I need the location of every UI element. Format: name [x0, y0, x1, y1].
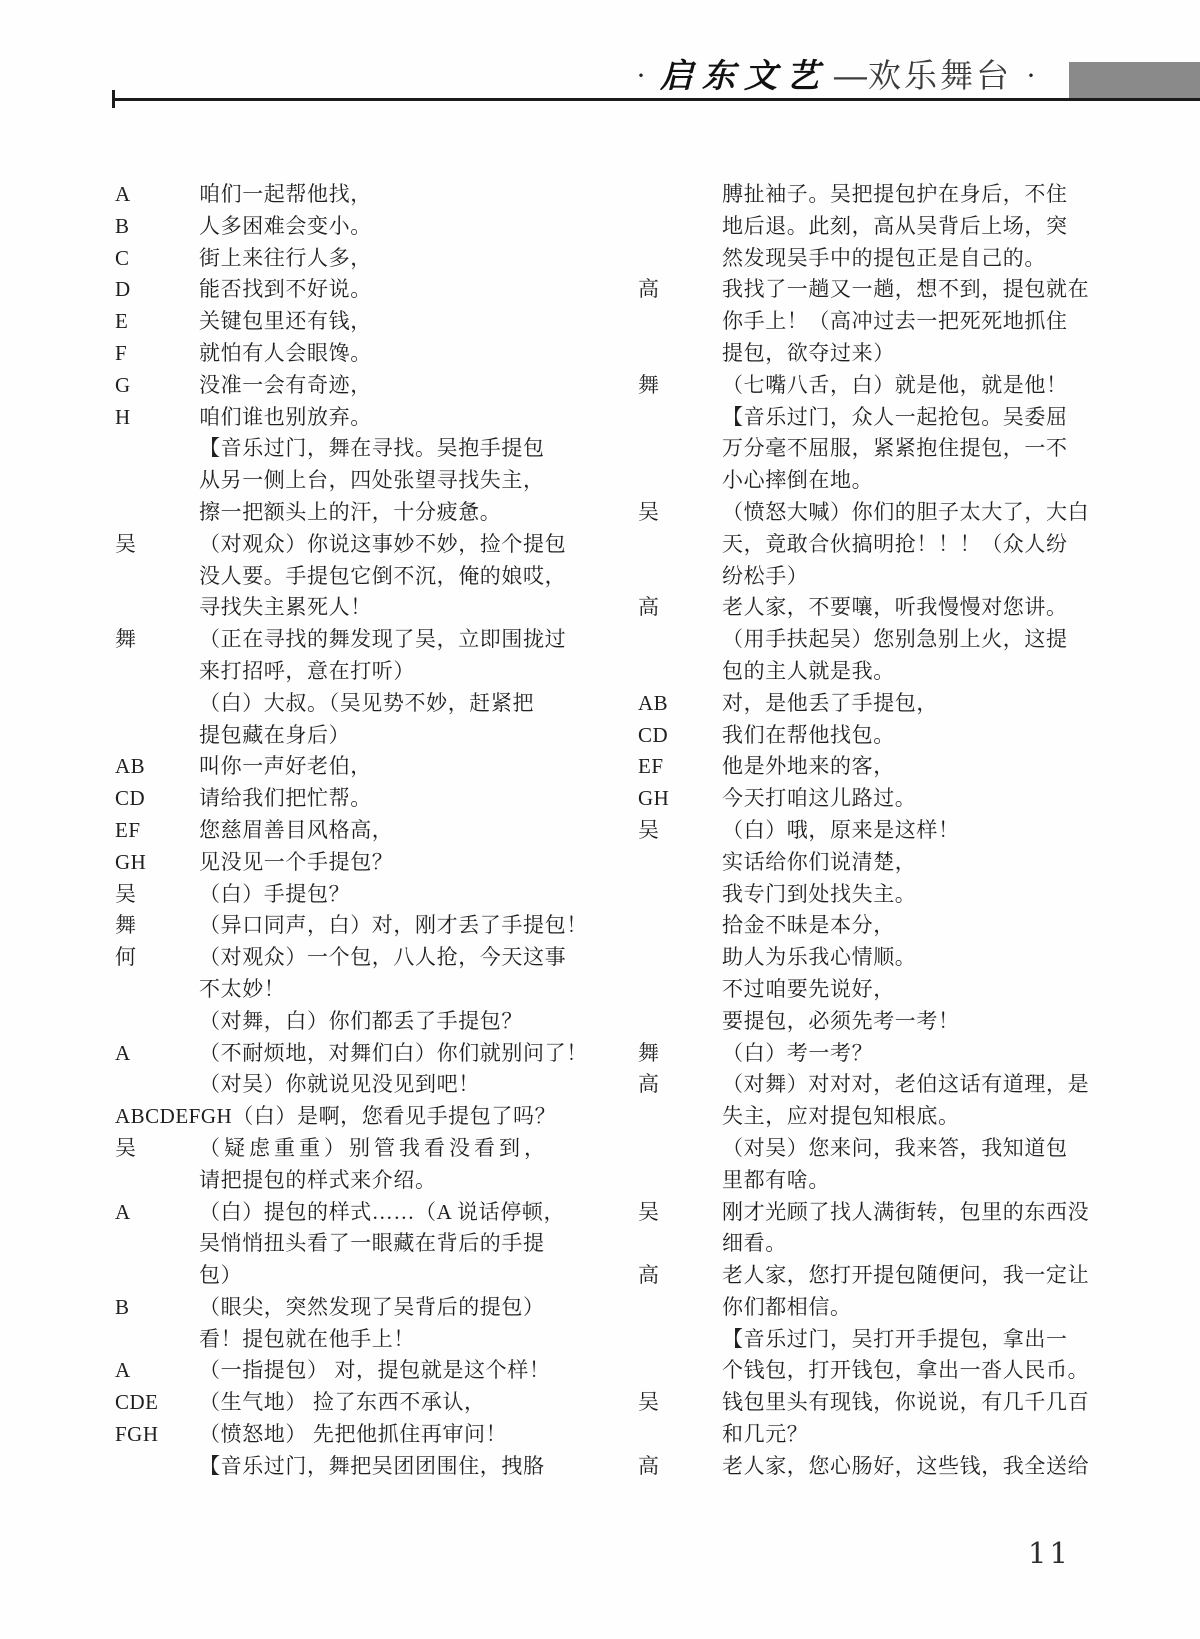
script-line — [112, 815, 567, 847]
dialogue-text: 纷松手） — [722, 563, 809, 588]
dialogue-text: 擦一把额头上的汗，十分疲惫。 — [199, 499, 502, 524]
script-line — [112, 1387, 567, 1419]
script-line — [635, 1260, 1090, 1292]
speaker-label: EF — [115, 817, 141, 842]
speaker-label: 吴 — [638, 817, 660, 842]
dialogue-text: 万分毫不屈服，紧紧抱住提包，一不 — [722, 436, 1068, 461]
script-line — [635, 783, 1090, 815]
script-line — [635, 1387, 1090, 1419]
script-column-right — [635, 179, 1090, 1483]
speaker-label: GH — [115, 849, 147, 874]
dialogue-text: 地后退。此刻，高从吴背后上场，突 — [722, 213, 1068, 238]
script-line — [635, 688, 1090, 720]
script-line — [112, 1324, 567, 1356]
script-line — [112, 942, 567, 974]
script-line — [635, 370, 1090, 402]
script-line — [112, 1228, 567, 1260]
dialogue-text: 没准一会有奇迹， — [199, 372, 372, 397]
script-line — [635, 974, 1090, 1006]
speaker-label: A — [115, 1040, 131, 1065]
speaker-label: 吴 — [115, 531, 137, 556]
header-accent-block — [1069, 62, 1200, 98]
running-head — [622, 56, 1050, 97]
script-line — [112, 688, 567, 720]
dialogue-text: （不耐烦地，对舞们白）你们就别问了！ — [199, 1040, 588, 1065]
script-line — [112, 847, 567, 879]
script-line — [112, 656, 567, 688]
dialogue-text: （一指提包） 对，提包就是这个样！ — [199, 1358, 551, 1383]
script-line — [112, 306, 567, 338]
script-line — [635, 624, 1090, 656]
dialogue-text: 看！提包就在他手上！ — [199, 1326, 415, 1351]
speaker-label: CD — [115, 786, 146, 811]
speaker-label: A — [115, 1199, 131, 1224]
speaker-label: AB — [638, 690, 669, 715]
script-line — [112, 561, 567, 593]
dialogue-text: 见没见一个手提包？ — [199, 849, 394, 874]
speaker-label: 高 — [638, 1072, 660, 1097]
speaker-label: EF — [638, 754, 664, 779]
dialogue-text: （疑虑重重）别管我看没看到， — [199, 1135, 549, 1160]
script-line — [635, 1292, 1090, 1324]
speaker-label: 何 — [115, 945, 137, 970]
script-line — [112, 1069, 567, 1101]
script-line — [635, 1197, 1090, 1229]
dialogue-text: 咱们一起帮他找， — [199, 182, 372, 206]
speaker-label: E — [115, 309, 129, 334]
script-line — [635, 815, 1090, 847]
script-line — [635, 879, 1090, 911]
dialogue-text: （对观众）你说这事妙不妙，捡个提包 — [199, 531, 567, 556]
script-line — [112, 1165, 567, 1197]
dialogue-text: 包） — [199, 1263, 243, 1288]
dialogue-text: 【音乐过门，众人一起抢包。吴委屈 — [722, 404, 1068, 429]
dialogue-text: （白）提包的样式……（A 说话停顿， — [199, 1199, 566, 1224]
script-line — [635, 910, 1090, 942]
script-line — [112, 433, 567, 465]
running-head-brand: 启东文艺 — [660, 59, 828, 95]
dialogue-text: 寻找失主累死人！ — [199, 595, 372, 620]
dialogue-text: 提包藏在身后） — [199, 722, 351, 747]
dialogue-text: （白）哦，原来是这样！ — [722, 817, 960, 842]
dialogue-text: 然发现吴手中的提包正是自己的。 — [722, 245, 1046, 270]
script-line — [635, 1228, 1090, 1260]
script-line — [635, 211, 1090, 243]
script-line — [635, 847, 1090, 879]
dialogue-text: （对舞）对对对，老伯这话有道理，是 — [722, 1072, 1090, 1097]
dialogue-text: 实话给你们说清楚， — [722, 849, 917, 874]
dialogue-text: 拾金不昧是本分， — [722, 913, 895, 938]
script-line — [635, 274, 1090, 306]
dialogue-text: 我专门到处找失主。 — [722, 881, 917, 906]
script-line — [635, 1101, 1090, 1133]
script-line — [112, 1101, 567, 1133]
script-line — [635, 433, 1090, 465]
speaker-label: 吴 — [638, 1199, 660, 1224]
script-line — [635, 465, 1090, 497]
script-line — [635, 529, 1090, 561]
speaker-label: 吴 — [638, 1390, 660, 1415]
dialogue-text: 没人要。手提包它倒不沉，俺的娘哎， — [199, 563, 567, 588]
speaker-label: 舞 — [638, 1040, 660, 1065]
speaker-label: 高 — [638, 595, 660, 620]
script-line — [635, 942, 1090, 974]
dialogue-text: 您慈眉善目风格高， — [199, 817, 394, 842]
script-column-left — [112, 179, 588, 1483]
script-line — [635, 1133, 1090, 1165]
script-line — [112, 720, 567, 752]
dialogue-text: 钱包里头有现钱，你说说，有几千几百 — [722, 1390, 1090, 1415]
dialogue-text: 天，竟敢合伙搞明抢！！！（众人纷 — [722, 531, 1068, 556]
dialogue-text: （眼尖，突然发现了吴背后的提包） — [199, 1294, 545, 1319]
script-line — [635, 1038, 1090, 1070]
dialogue-text: 提包，欲夺过来） — [722, 340, 895, 365]
dialogue-text: （愤怒大喊）你们的胆子太大了，大白 — [722, 499, 1090, 524]
speaker-label: 舞 — [115, 913, 137, 938]
dialogue-text: （对吴）你就说见没见到吧！ — [199, 1072, 480, 1097]
dialogue-text: 和几元？ — [722, 1422, 809, 1447]
dialogue-text: 老人家，不要嚷，听我慢慢对您讲。 — [722, 595, 1068, 620]
script-line — [112, 751, 567, 783]
script-line — [635, 179, 1090, 211]
script-line — [635, 1419, 1090, 1451]
speaker-label: CDE — [115, 1390, 159, 1415]
script-line — [635, 306, 1090, 338]
script-line — [112, 1038, 588, 1070]
dialogue-text: 【音乐过门，舞把吴团团围住，拽胳 — [199, 1453, 545, 1478]
script-line — [635, 592, 1090, 624]
dialogue-text: 细看。 — [722, 1231, 787, 1256]
speaker-label: GH — [638, 786, 670, 811]
dialogue-text: 【音乐过门，舞在寻找。吴抱手提包 — [199, 436, 545, 461]
dialogue-text: 老人家，您打开提包随便问，我一定让 — [722, 1263, 1090, 1288]
script-line — [635, 338, 1090, 370]
dialogue-text: （白）考一考？ — [722, 1040, 874, 1065]
dialogue-text: 失主，应对提包知根底。 — [722, 1104, 960, 1129]
dialogue-text: 人多困难会变小。 — [199, 213, 372, 238]
speaker-label: D — [115, 277, 131, 302]
dialogue-text: 你手上！（高冲过去一把死死地抓住 — [722, 309, 1068, 334]
script-line — [112, 243, 567, 275]
dialogue-text: 他是外地来的客， — [722, 754, 895, 779]
dialogue-text: 请给我们把忙帮。 — [199, 786, 372, 811]
dialogue-text: 刚才光顾了找人满街转，包里的东西没 — [722, 1199, 1090, 1224]
speaker-label: G — [115, 372, 131, 397]
script-line — [635, 1069, 1090, 1101]
script-line — [112, 338, 567, 370]
header-rule-tick — [112, 90, 115, 108]
speaker-label: 高 — [638, 277, 660, 302]
dialogue-text: （异口同声，白）对，刚才丢了手提包！ — [199, 913, 588, 938]
dialogue-text: 就怕有人会眼馋。 — [199, 340, 372, 365]
page-number: 11 — [1028, 1536, 1071, 1570]
dialogue-text: 不过咱要先说好， — [722, 976, 895, 1001]
script-line — [635, 1324, 1090, 1356]
script-line — [635, 1165, 1090, 1197]
dialogue-text: （正在寻找的舞发现了吴，立即围拢过 — [199, 627, 567, 652]
script-line — [112, 1197, 567, 1229]
dialogue-text: （七嘴八舌，白）就是他，就是他！ — [722, 372, 1068, 397]
script-line — [112, 529, 567, 561]
dialogue-text: 关键包里还有钱， — [199, 309, 372, 334]
speaker-label: 高 — [638, 1263, 660, 1288]
script-line — [635, 497, 1090, 529]
script-line — [635, 1355, 1090, 1387]
dialogue-text: 你们都相信。 — [722, 1294, 852, 1319]
script-line — [112, 1451, 567, 1483]
speaker-label: 吴 — [638, 499, 660, 524]
speaker-label: A — [115, 182, 131, 206]
dialogue-text: 请把提包的样式来介绍。 — [199, 1167, 437, 1192]
dialogue-text: 老人家，您心肠好，这些钱，我全送给 — [722, 1453, 1090, 1478]
script-line — [112, 974, 567, 1006]
script-body — [112, 179, 1090, 1483]
speaker-label: CD — [638, 722, 669, 747]
dialogue-text: 小心摔倒在地。 — [722, 468, 874, 493]
script-line — [112, 624, 567, 656]
script-line — [635, 720, 1090, 752]
running-head-section: 欢乐舞台 — [868, 57, 1012, 94]
dialogue-text: 我找了一趟又一趟，想不到，提包就在 — [722, 277, 1090, 302]
speaker-label: FGH — [115, 1422, 159, 1447]
dialogue-text: 咱们谁也别放弃。 — [199, 404, 372, 429]
dialogue-text: 【音乐过门，吴打开手提包，拿出一 — [722, 1326, 1068, 1351]
script-line — [112, 402, 567, 434]
speaker-label: A — [115, 1358, 131, 1383]
dialogue-text: 来打招呼，意在打听） — [199, 658, 415, 683]
speaker-label: 吴 — [115, 1135, 137, 1160]
dialogue-text: （白）手提包？ — [199, 881, 351, 906]
header-rule — [113, 98, 1200, 101]
script-line — [635, 402, 1090, 434]
script-line — [112, 179, 567, 211]
script-line — [112, 211, 567, 243]
speaker-label: 舞 — [638, 372, 660, 397]
dialogue-text: 要提包，必须先考一考！ — [722, 1008, 960, 1033]
dialogue-text: （对吴）您来问，我来答，我知道包 — [722, 1135, 1068, 1160]
dialogue-text: 膊扯袖子。吴把提包护在身后，不住 — [722, 182, 1068, 206]
speaker-label: 舞 — [115, 627, 137, 652]
script-line — [112, 592, 567, 624]
dialogue-text: 能否找到不好说。 — [199, 277, 372, 302]
script-line — [635, 1006, 1090, 1038]
running-head-dot-left: · — [636, 59, 646, 92]
dialogue-text: 助人为乐我心情顺。 — [722, 945, 917, 970]
speaker-label: C — [115, 245, 130, 270]
script-line — [112, 879, 567, 911]
running-head-dot-right: · — [1026, 59, 1036, 92]
dialogue-text: （用手扶起吴）您别急别上火，这提 — [722, 627, 1068, 652]
script-line — [635, 656, 1090, 688]
dialogue-text: （白）是啊，您看见手提包了吗？ — [232, 1104, 557, 1129]
script-line — [112, 1355, 567, 1387]
script-line — [635, 243, 1090, 275]
dialogue-text: （愤怒地） 先把他抓住再审问！ — [199, 1422, 508, 1447]
speaker-label: AB — [115, 754, 146, 779]
dialogue-text: 包的主人就是我。 — [722, 658, 895, 683]
speaker-label: 吴 — [115, 881, 137, 906]
script-line — [112, 274, 567, 306]
dialogue-text: （对舞，白）你们都丢了手提包？ — [199, 1008, 523, 1033]
script-line — [635, 1451, 1090, 1483]
dialogue-text: 今天打咱这儿路过。 — [722, 786, 917, 811]
script-line — [635, 751, 1090, 783]
script-line — [112, 1419, 567, 1451]
script-line — [112, 370, 567, 402]
dialogue-text: （白）大叔。（吴见势不妙，赶紧把 — [199, 690, 535, 715]
speaker-label: ABCDEFGH — [115, 1104, 233, 1129]
dialogue-text: 对，是他丢了手提包， — [722, 690, 938, 715]
script-line — [112, 497, 567, 529]
speaker-label: H — [115, 404, 131, 429]
script-line — [112, 1133, 567, 1165]
speaker-label: 高 — [638, 1453, 660, 1478]
script-line — [635, 561, 1090, 593]
script-line — [112, 1260, 567, 1292]
dialogue-text: 里都有啥。 — [722, 1167, 830, 1192]
running-head-dash: — — [834, 57, 867, 94]
speaker-label: B — [115, 213, 130, 238]
dialogue-text: 不太妙！ — [199, 976, 286, 1001]
dialogue-text: 叫你一声好老伯， — [199, 754, 372, 779]
script-line — [112, 465, 567, 497]
dialogue-text: 吴悄悄扭头看了一眼藏在背后的手提 — [199, 1231, 545, 1256]
dialogue-text: 我们在帮他找包。 — [722, 722, 895, 747]
dialogue-text: （生气地） 捡了东西不承认， — [199, 1390, 486, 1415]
dialogue-text: 个钱包，打开钱包，拿出一沓人民币。 — [722, 1358, 1090, 1383]
script-line — [112, 1006, 567, 1038]
dialogue-text: （对观众）一个包，八人抢，今天这事 — [199, 945, 567, 970]
script-line — [112, 783, 567, 815]
speaker-label: B — [115, 1294, 130, 1319]
script-line — [112, 910, 588, 942]
dialogue-text: 从另一侧上台，四处张望寻找失主， — [199, 468, 545, 493]
dialogue-text: 街上来往行人多， — [199, 245, 372, 270]
speaker-label: F — [115, 340, 128, 365]
script-line — [112, 1292, 567, 1324]
